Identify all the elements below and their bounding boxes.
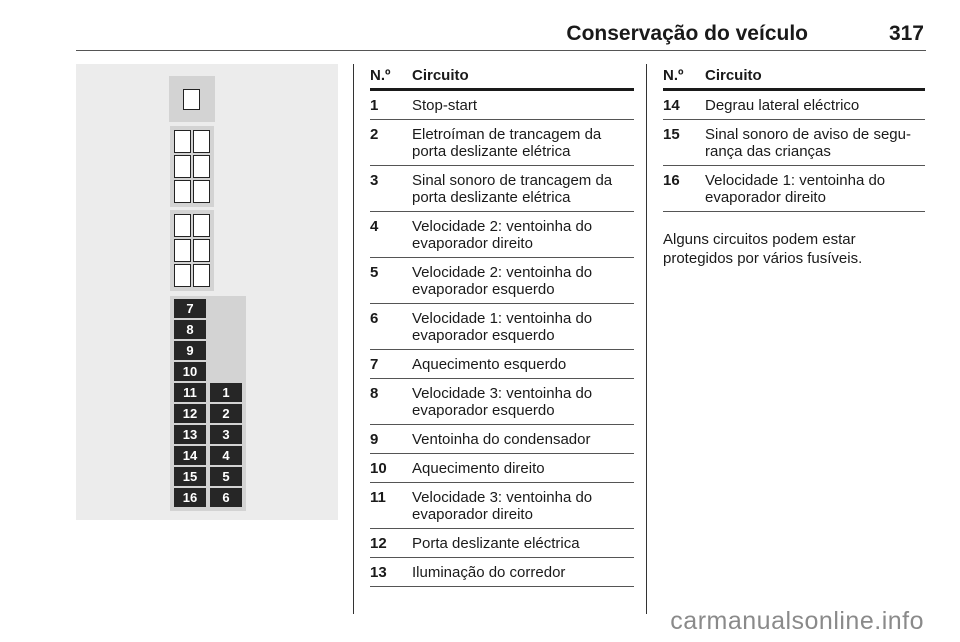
fuse-label: 12 <box>174 404 206 423</box>
fuse-label: 4 <box>210 446 242 465</box>
circuit-description: Velocidade 2: ventoinha do evaporador esquerdo <box>412 264 593 298</box>
circuit-number: 10 <box>370 460 387 477</box>
circuit-description: Aquecimento direito <box>412 460 545 477</box>
fuse-slot <box>193 214 210 237</box>
page-number: 317 <box>888 22 924 45</box>
col-number-header: N.º <box>663 67 684 84</box>
fuse-block-numbered <box>170 296 246 511</box>
fuse-label: 16 <box>174 488 206 507</box>
fuse-box-diagram <box>76 64 338 520</box>
circuit-description: Sinal sonoro de aviso de segu-rança das crianças <box>705 126 911 160</box>
fuse-block-top <box>169 76 215 122</box>
col-circuit-header: Circuito <box>412 67 469 84</box>
table-row <box>663 120 925 166</box>
fuse-label: 6 <box>210 488 242 507</box>
column-divider <box>646 64 647 614</box>
table-row <box>370 212 634 258</box>
circuit-number: 12 <box>370 535 387 552</box>
circuit-description: Porta deslizante eléctrica <box>412 535 580 552</box>
fuse-block-middle-b <box>170 210 214 291</box>
fuse-label: 1 <box>210 383 242 402</box>
table-row <box>370 483 634 529</box>
header-rule <box>76 50 926 51</box>
fuse-slot <box>174 239 191 262</box>
fuse-slot <box>193 239 210 262</box>
circuit-number: 16 <box>663 172 680 189</box>
fuse-slot <box>193 180 210 203</box>
watermark: carmanualsonline.info <box>670 607 924 635</box>
col-number-header: N.º <box>370 67 391 84</box>
circuit-description: Velocidade 1: ventoinha do evaporador direito <box>705 172 886 206</box>
fuse-label: 7 <box>174 299 206 318</box>
fuse-label: 8 <box>174 320 206 339</box>
circuit-description: Velocidade 2: ventoinha do evaporador direito <box>412 218 593 252</box>
col-circuit-header: Circuito <box>705 67 762 84</box>
circuit-description: Iluminação do corredor <box>412 564 566 581</box>
fuse-label: 15 <box>174 467 206 486</box>
table-row <box>663 91 925 120</box>
circuit-description: Stop-start <box>412 97 478 114</box>
circuit-number: 9 <box>370 431 379 448</box>
table-body <box>370 91 634 587</box>
table-row <box>370 350 634 379</box>
circuit-description: Ventoinha do condensador <box>412 431 591 448</box>
circuit-description: Degrau lateral eléctrico <box>705 97 860 114</box>
table-row <box>370 258 634 304</box>
table-row <box>370 120 634 166</box>
table-body <box>663 91 925 212</box>
fuse-slot <box>193 264 210 287</box>
circuit-description: Sinal sonoro de trancagem da porta deslizante elétrica <box>412 172 613 206</box>
table-row <box>370 166 634 212</box>
fuse-label: 11 <box>174 383 206 402</box>
table-row <box>370 425 634 454</box>
circuit-number: 14 <box>663 97 680 114</box>
circuit-table-left <box>370 64 634 587</box>
table-row <box>370 379 634 425</box>
table-row <box>370 91 634 120</box>
circuit-number: 6 <box>370 310 379 327</box>
column-divider <box>353 64 354 614</box>
fuse-label: 3 <box>210 425 242 444</box>
circuit-table-right <box>663 64 925 268</box>
circuit-number: 1 <box>370 97 379 114</box>
fuse-label: 9 <box>174 341 206 360</box>
circuit-description: Velocidade 1: ventoinha do evaporador esquerdo <box>412 310 593 344</box>
table-header <box>663 64 925 91</box>
section-title: Conservação do veículo <box>566 22 808 45</box>
fuse-slot <box>174 180 191 203</box>
fuse-label: 13 <box>174 425 206 444</box>
table-header <box>370 64 634 91</box>
table-row <box>370 558 634 587</box>
fuse-note: Alguns circuitos podem estar protegidos por vários fusíveis. <box>663 231 863 267</box>
table-row <box>663 166 925 212</box>
fuse-slot <box>193 130 210 153</box>
table-row <box>370 454 634 483</box>
circuit-number: 2 <box>370 126 379 143</box>
circuit-description: Aquecimento esquerdo <box>412 356 567 373</box>
circuit-number: 4 <box>370 218 379 235</box>
fuse-slot <box>174 130 191 153</box>
circuit-number: 13 <box>370 564 387 581</box>
circuit-number: 5 <box>370 264 379 281</box>
fuse-label: 5 <box>210 467 242 486</box>
fuse-label: 14 <box>174 446 206 465</box>
circuit-number: 11 <box>370 489 386 506</box>
circuit-description: Velocidade 3: ventoinha do evaporador esquerdo <box>412 385 593 419</box>
fuse-slot <box>174 264 191 287</box>
circuit-number: 8 <box>370 385 379 402</box>
fuse-slot <box>174 155 191 178</box>
fuse-slot <box>193 155 210 178</box>
fuse-slot <box>183 89 200 110</box>
circuit-description: Eletroíman de trancagem da porta deslizante elétrica <box>412 126 602 160</box>
fuse-block-middle-a <box>170 126 214 207</box>
fuse-label: 10 <box>174 362 206 381</box>
circuit-description: Velocidade 3: ventoinha do evaporador direito <box>412 489 593 523</box>
table-row <box>370 529 634 558</box>
fuse-slot <box>174 214 191 237</box>
circuit-number: 7 <box>370 356 379 373</box>
circuit-number: 3 <box>370 172 379 189</box>
table-row <box>370 304 634 350</box>
circuit-number: 15 <box>663 126 680 143</box>
fuse-label: 2 <box>210 404 242 423</box>
